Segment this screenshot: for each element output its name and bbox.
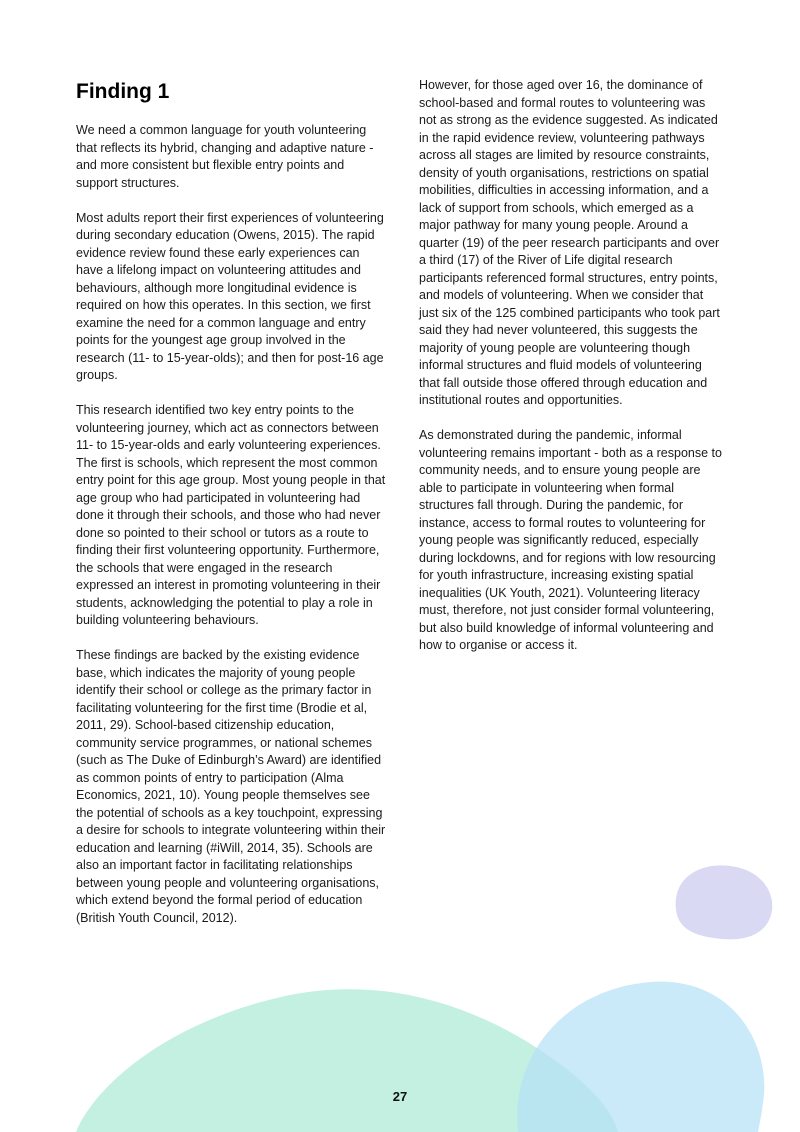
left-column xyxy=(76,78,386,945)
right-paragraph: As demonstrated during the pandemic, informal volunteering remains important - both as a response to community needs, and to ensure young people are able to participate in volunteering when formal structures fall through. During the pandemic, for instance, access to formal routes to volunteering for young people was significantly reduced, especially during lockdowns, and for regions with low resourcing for youth infrastructure, increasing existing spatial inequalities (UK Youth, 2021). Volunteering literacy must, therefore, not just consider formal volunteering, but also build knowledge of informal volunteering and how to organise or access it. xyxy=(419,428,722,652)
left-paragraph: These findings are backed by the existing evidence base, which indicates the majority of young people identify their school or college as the primary factor in facilitating volunteering for the first time (Brodie et al, 2011, 29). School-based citizenship education, community service programmes, or national schemes (such as The Duke of Edinburgh’s Award) are identified as common points of entry to participation (Alma Economics, 2021, 10). Young people themselves see the potential of schools as a key touchpoint, expressing a desire for schools to integrate volunteering within their education and learning (#iWill, 2014, 35). Schools are also an important factor in facilitating relationships between young people and volunteering organisations, which extend beyond the formal period of education (British Youth Council, 2012). xyxy=(76,648,386,925)
page-number: 27 xyxy=(392,1089,408,1104)
right-column xyxy=(419,77,724,672)
lavender-blob xyxy=(676,865,773,939)
right-paragraph: However, for those aged over 16, the dominance of school-based and formal routes to volunteering was not as strong as the evidence suggested. As indicated in the rapid evidence review, volunteering pathways across all stages are limited by resource constraints, density of youth organisations, restrictions on spatial mobilities, difficulties in accessing information, and a lack of support from schools, which emerged as a major pathway for many young people. Around a quarter (19) of the peer research participants and over a third (17) of the River of Life digital research participants referenced formal structures, entry points, and models of volunteering. When we consider that just six of the 125 combined participants who took part said they had never volunteered, this suggests the majority of young people are volunteering though informal structures and fluid models of volunteering that fall outside those offered through education and institutional routes and opportunities. xyxy=(419,78,720,407)
left-paragraph: We need a common language for youth volunteering that reflects its hybrid, changing and adaptive nature - and more consistent but flexible entry points and support structures. xyxy=(76,123,374,190)
left-paragraph: Most adults report their first experiences of volunteering during secondary education (Owens, 2015). The rapid evidence review found these early experiences can have a lifelong impact on volunteering attitudes and behaviours, although more longitudinal evidence is required on how this operates. In this section, we first examine the need for a common language and entry points for the youngest age group involved in the research (11- to 15-year-olds); and then for post-16 age groups. xyxy=(76,210,384,382)
finding-title: Finding 1 xyxy=(76,80,170,103)
blue-blob xyxy=(517,982,764,1132)
left-paragraph: This research identified two key entry points to the volunteering journey, which act as connectors between 11- to 15-year-olds and early volunteering experiences. The first is schools, which represent the most common entry point for this age group. Most young people in that age group who had participated in volunteering had done it through their schools, and those who had never done so pointed to their school or tutors as a route to finding their first volunteering opportunity. Furthermore, the schools that were engaged in the research expressed an interest in promoting volunteering in their students, acknowledging the potential to play a role in building volunteering behaviours. xyxy=(76,403,386,627)
